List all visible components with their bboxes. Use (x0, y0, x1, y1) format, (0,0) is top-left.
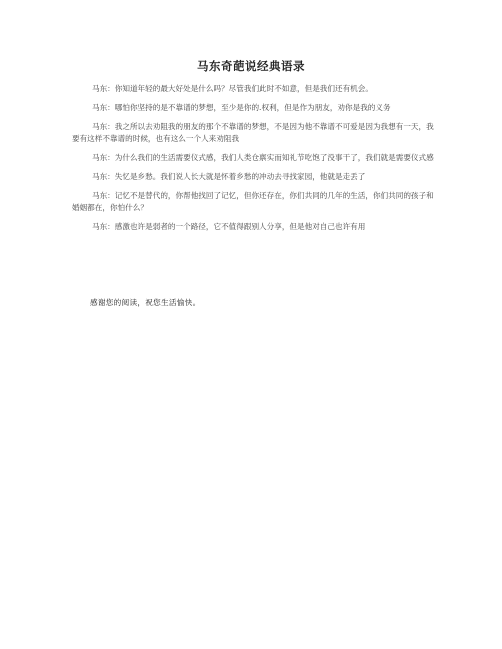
document-body (72, 83, 436, 240)
document-title: 马东奇葩说经典语录 (197, 59, 305, 73)
quote-paragraph: 马东：你知道年轻的最大好处是什么吗？尽管我们此时不如意，但是我们还有机会。 (92, 84, 373, 93)
quote-paragraph: 马东：为什么我们的生活需要仪式感，我们人类仓禀实而知礼节吃饱了没事干了，我们就是需要仪式感 (92, 153, 434, 162)
quote-paragraph: 马东：失忆是乡愁。我们说人长大就是怀着乡愁的冲动去寻找家园，他就是走丢了 (92, 172, 366, 181)
quote-paragraph: 马东：哪怕你坚持的是不靠谱的梦想，至少是你的.权利，但是作为朋友，劝你是我的义务 (92, 103, 391, 112)
quote-paragraph: 马东：我之所以去劝阻我的朋友的那个不靠谱的梦想，不是因为他不靠谱不可爱是因为我想有一天，我要有这样不靠谱的时候，也有这么一个人来劝阻我 (72, 122, 434, 143)
quote-paragraph: 马东：感激也许是弱者的一个路径，它不值得跟别人分享，但是他对自己也许有用 (92, 222, 366, 231)
quote-paragraph: 马东：记忆不是替代的，你帮他找回了记忆，但你还存在，你们共同的几年的生活，你们共同的孩子和婚姻都在，你怕什么？ (72, 191, 434, 212)
closing-note: 感谢您的阅读，祝您生活愉快。 (90, 298, 201, 307)
